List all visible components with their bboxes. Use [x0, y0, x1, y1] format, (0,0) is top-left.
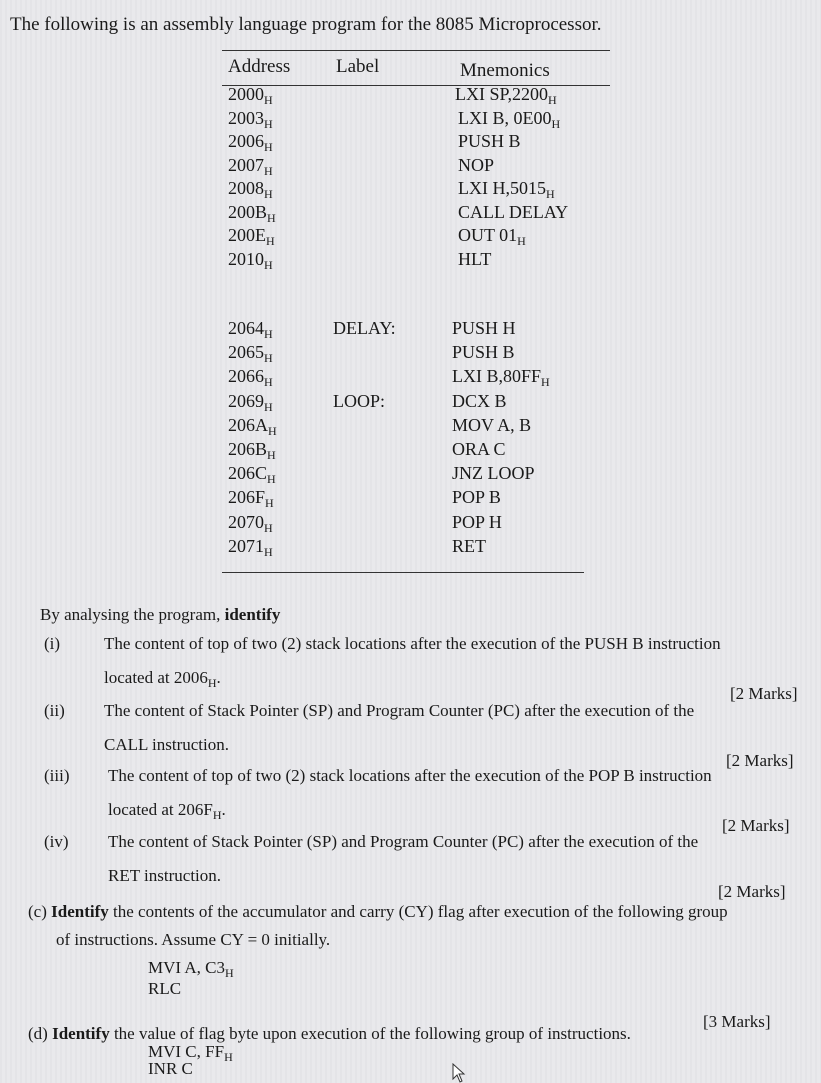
part-c-bold: Identify [51, 902, 109, 921]
mnemonic-value: MOV A, B [452, 414, 532, 435]
address-cell [228, 131, 273, 152]
address-value: 2010 [228, 248, 264, 269]
mnemonic-suffix: H [548, 93, 557, 107]
part-c-line2: of instructions. Assume CY = 0 initially. [56, 930, 331, 949]
question-line2 [108, 866, 221, 886]
header-mnemonics: Mnemonics [460, 60, 550, 81]
part-c-code1-text: MVI A, C3 [148, 958, 225, 977]
part-c-text1: the contents of the accumulator and carry (CY) flag after execution of the following group [108, 902, 728, 921]
question-line1: The content of top of two (2) stack locations after the execution of the POP B instruction [108, 766, 712, 785]
table-top-rule [222, 50, 610, 51]
question-marks: [2 Marks] [726, 751, 794, 770]
address-suffix: H [264, 187, 273, 201]
address-suffix: H [264, 520, 273, 535]
part-d-line1 [28, 1024, 631, 1044]
mnemonic-cell [452, 318, 516, 339]
address-cell [228, 202, 276, 223]
mnemonic-cell [458, 131, 521, 152]
address-value: 2000 [228, 84, 264, 104]
mnemonic-cell [458, 155, 494, 176]
mnemonic-value: RET [452, 535, 486, 556]
question-line2-text: located at 206F [108, 800, 213, 819]
mnemonic-value: PUSH H [452, 318, 516, 338]
part-c-code2: RLC [148, 979, 182, 998]
address-cell [228, 415, 277, 436]
mnemonic-value: PUSH B [452, 342, 515, 363]
address-cell [228, 536, 273, 557]
mnemonic-suffix: H [541, 375, 550, 390]
mnemonic-cell [452, 463, 535, 484]
address-cell [228, 463, 276, 487]
mnemonic-cell [458, 108, 560, 129]
address-value: 2008 [228, 178, 264, 198]
questions-lead [40, 605, 280, 625]
part-c-line1 [28, 902, 728, 922]
mnemonic-value: PUSH B [458, 131, 521, 151]
address-suffix: H [264, 140, 273, 154]
address-value: 2071 [228, 535, 264, 556]
address-value: 2006 [228, 131, 264, 151]
question-line2-text: located at 2006 [104, 668, 208, 687]
mnemonic-value: LXI H,5015 [458, 178, 546, 198]
question-marks: [2 Marks] [730, 684, 798, 703]
part-c-code1 [148, 958, 234, 978]
mnemonic-value: ORA C [452, 439, 506, 459]
address-cell [228, 249, 273, 270]
mnemonic-cell [455, 84, 557, 105]
question-line2 [104, 735, 229, 755]
mnemonic-value: CALL DELAY [458, 201, 569, 222]
address-cell [228, 155, 273, 176]
address-suffix: H [264, 116, 273, 131]
address-cell [228, 84, 273, 105]
header-label: Label [336, 56, 380, 77]
question-number: (iii) [44, 766, 70, 785]
mnemonic-value: POP B [452, 487, 501, 508]
part-c-prefix: (c) [28, 902, 52, 921]
address-suffix: H [267, 448, 276, 462]
question-line1: The content of top of two (2) stack locations after the execution of the PUSH B instruction [104, 634, 721, 653]
intro-text: The following is an assembly language program for the 8085 Microprocessor. [10, 14, 602, 35]
mnemonic-value: NOP [458, 154, 495, 175]
question-line2-text: RET instruction. [108, 866, 222, 885]
address-value: 200E [228, 225, 266, 245]
address-value: 200B [228, 201, 268, 222]
table-bottom-rule [222, 572, 584, 573]
address-suffix: H [265, 496, 274, 511]
mnemonic-value: LXI SP,2200 [455, 84, 549, 104]
address-value: 2065 [228, 342, 264, 363]
address-value: 2066 [228, 366, 264, 387]
address-value: 206B [228, 439, 268, 459]
mnemonic-cell [452, 415, 531, 436]
address-cell [228, 366, 273, 390]
address-cell [228, 512, 273, 533]
address-cell [228, 439, 276, 460]
part-d-code2: INR C [148, 1059, 193, 1078]
question-line2-end: . [221, 800, 226, 819]
label-cell: LOOP: [333, 390, 386, 411]
address-value: 2070 [228, 511, 264, 532]
part-d-prefix: (d) [28, 1024, 53, 1043]
address-suffix: H [264, 351, 273, 366]
mnemonic-value: OUT 01 [458, 225, 518, 245]
mnemonic-value: LXI B, 0E00 [458, 107, 552, 128]
address-value: 206C [228, 463, 268, 484]
questions-lead-bold: identify [224, 605, 281, 624]
question-number: (ii) [44, 701, 65, 720]
address-suffix: H [268, 423, 277, 438]
part-c-code1-sub: H [224, 966, 234, 980]
question-line2-text: CALL instruction. [104, 735, 229, 754]
address-suffix: H [264, 544, 273, 559]
mnemonic-suffix: H [517, 234, 526, 248]
mnemonic-cell [452, 342, 515, 363]
address-cell [228, 487, 274, 511]
question-line2-suffix: H [212, 808, 222, 822]
label-cell: DELAY: [333, 318, 396, 338]
question-line2 [104, 668, 221, 688]
address-suffix: H [264, 375, 273, 390]
address-cell [228, 108, 273, 129]
address-value: 206F [228, 487, 266, 508]
address-value: 206A [228, 414, 268, 435]
mnemonic-cell [458, 249, 491, 270]
mnemonic-value: JNZ LOOP [452, 463, 535, 484]
mnemonic-value: DCX B [452, 390, 507, 411]
address-suffix: H [264, 163, 273, 178]
part-d-text1: the value of flag byte upon execution of the following group of instructions. [109, 1024, 631, 1043]
mnemonic-cell [458, 178, 555, 199]
mnemonic-suffix: H [551, 116, 561, 131]
address-value: 2069 [228, 390, 264, 411]
question-line1: The content of Stack Pointer (SP) and Program Counter (PC) after the execution of the [108, 832, 699, 851]
mnemonic-cell [452, 536, 486, 557]
address-suffix: H [267, 472, 276, 487]
address-suffix: H [264, 257, 273, 272]
question-marks: [2 Marks] [718, 882, 786, 901]
address-cell [228, 225, 275, 246]
address-value: 2003 [228, 107, 264, 128]
cursor-icon [452, 1063, 468, 1083]
address-suffix: H [264, 93, 273, 107]
address-cell [228, 318, 273, 339]
mnemonic-cell [452, 487, 501, 508]
address-cell [228, 391, 273, 412]
mnemonic-value: LXI B,80FF [452, 366, 542, 387]
mnemonic-value: POP H [452, 511, 502, 532]
question-number: (i) [44, 634, 61, 653]
address-value: 2007 [228, 154, 264, 175]
mnemonic-cell [452, 391, 507, 412]
mnemonic-suffix: H [546, 187, 555, 201]
question-line1: The content of Stack Pointer (SP) and Program Counter (PC) after the execution of the [104, 701, 695, 720]
address-suffix: H [267, 210, 276, 225]
mnemonic-cell [452, 366, 550, 390]
address-cell [228, 178, 273, 199]
header-address: Address [228, 56, 291, 77]
part-d-bold: Identify [52, 1024, 110, 1043]
question-line2-suffix: H [207, 676, 217, 690]
address-suffix: H [266, 234, 275, 248]
address-value: 2064 [228, 318, 264, 338]
question-number: (iv) [44, 832, 69, 851]
mnemonic-cell [452, 439, 506, 460]
questions-lead-text: By analysing the program, [40, 605, 225, 624]
part-d-code1-sub: H [224, 1050, 233, 1064]
question-line2 [108, 800, 226, 820]
mnemonic-cell [458, 225, 526, 246]
address-suffix: H [264, 327, 273, 341]
mnemonic-cell [452, 512, 502, 533]
part-d-code1-text: MVI C, FF [148, 1042, 225, 1061]
question-line2-end: . [216, 668, 221, 687]
mnemonic-value: HLT [458, 248, 492, 269]
address-cell [228, 342, 273, 366]
address-suffix: H [264, 399, 273, 414]
part-c-marks: [3 Marks] [703, 1012, 771, 1031]
mnemonic-cell [458, 202, 568, 223]
question-marks: [2 Marks] [722, 816, 790, 835]
